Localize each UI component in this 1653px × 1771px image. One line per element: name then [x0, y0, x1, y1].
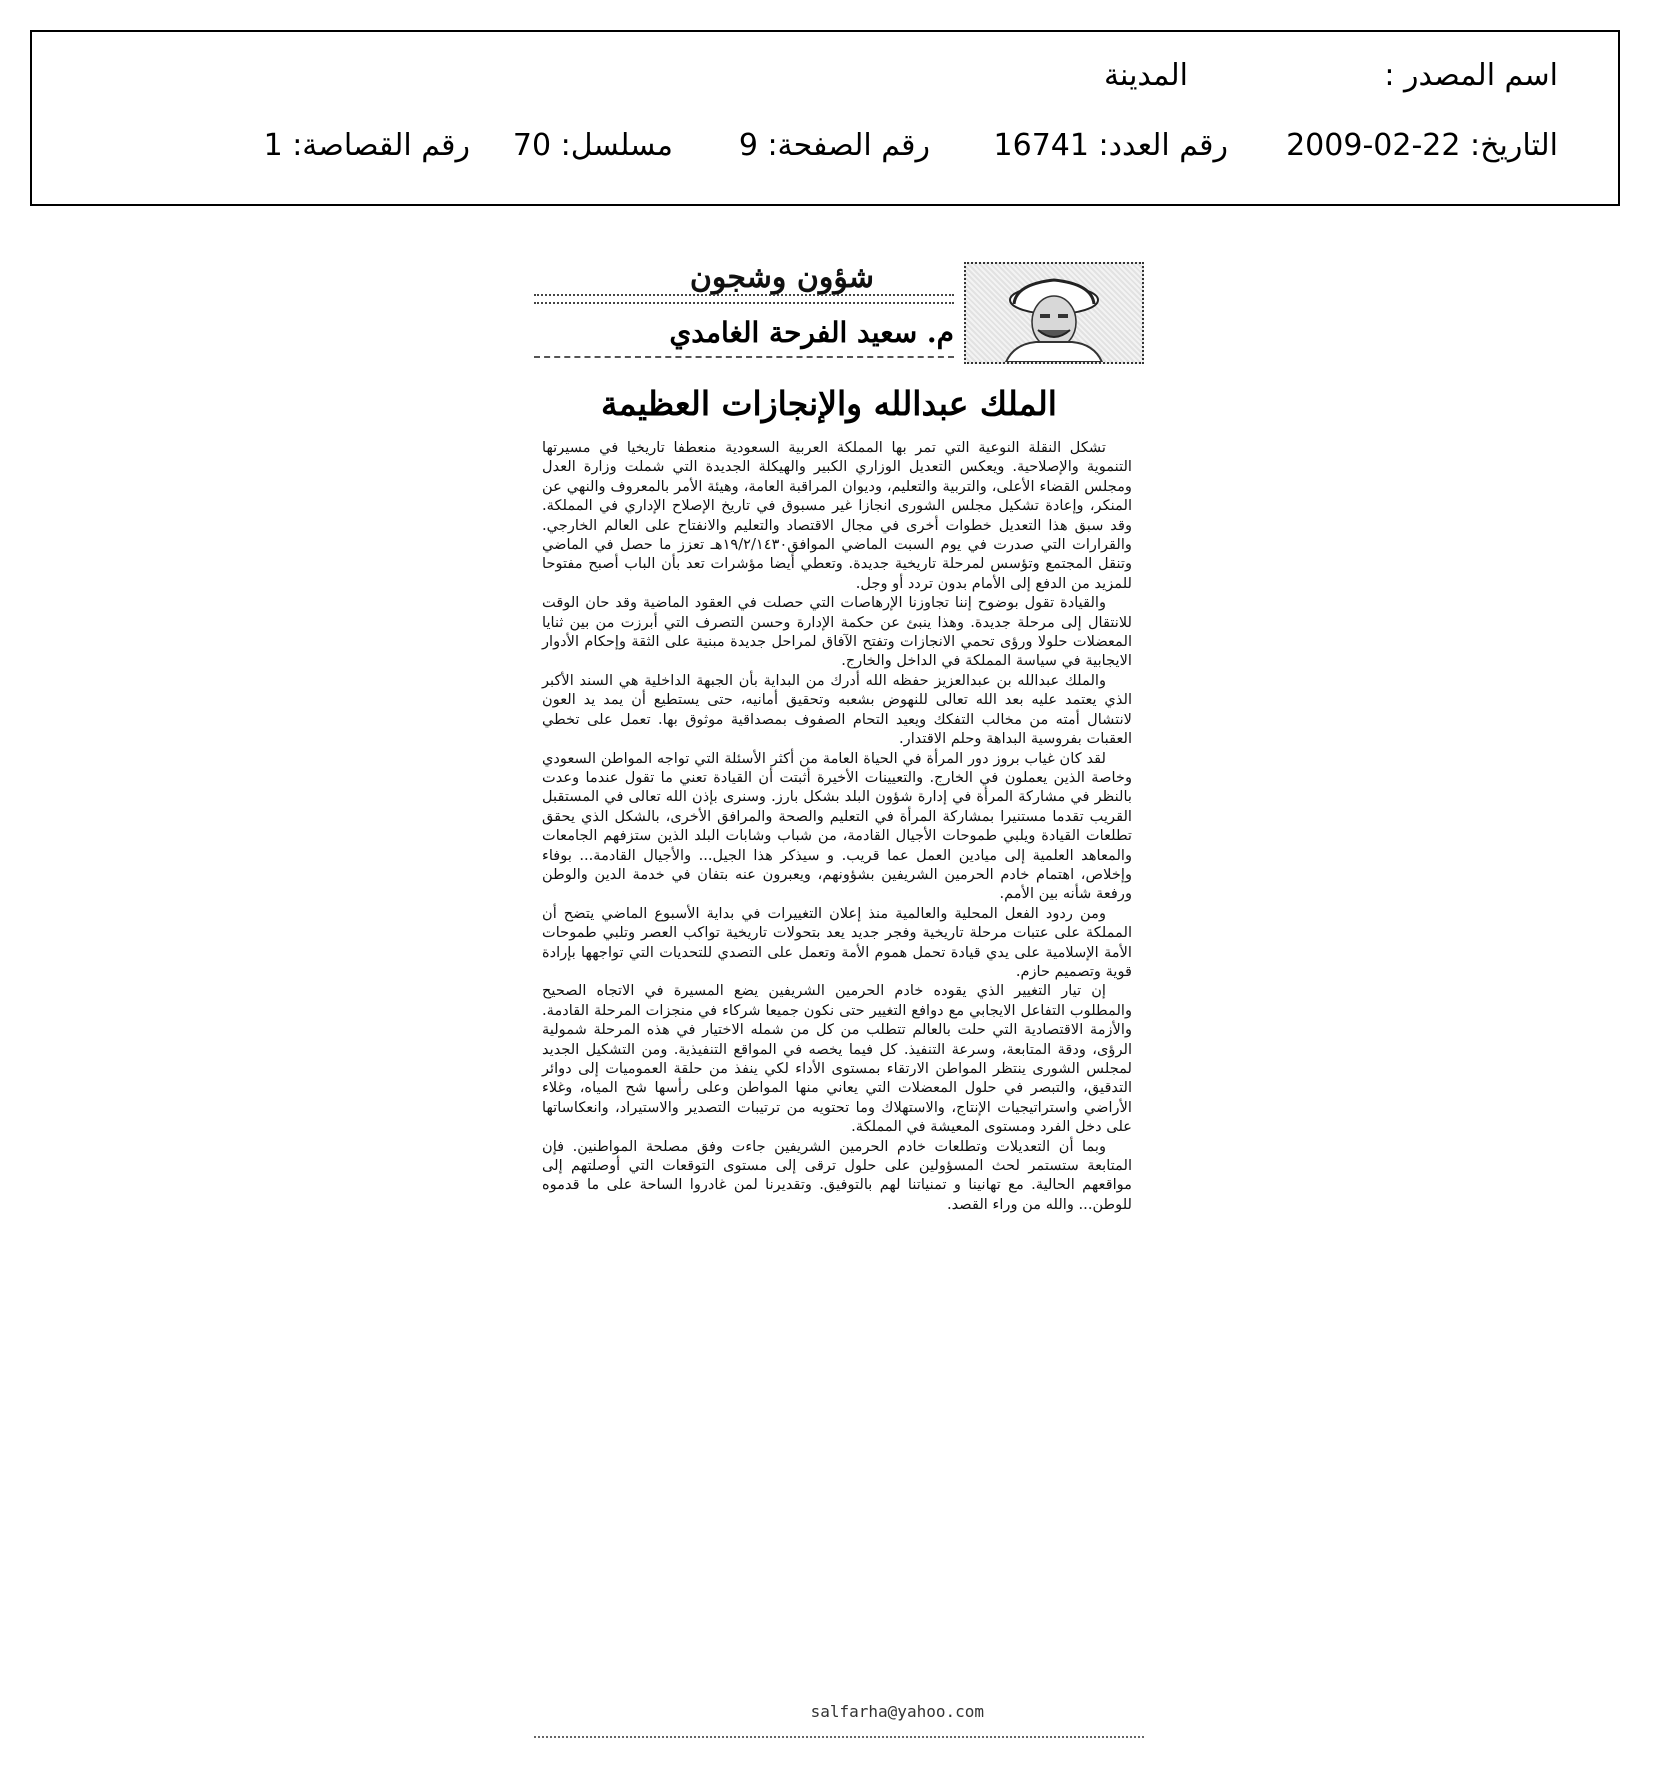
article-body — [542, 438, 1132, 1214]
clipping-info-box — [30, 30, 1620, 206]
article-paragraph: تشكل النقلة النوعية التي تمر بها المملكة العربية السعودية منعطفا تاريخيا في مسيرتها التنموية والإصلاحية. ويعكس التعديل الوزاري الكبير والهيكلة الجديدة التي شملت وزارة العدل ومجلس القضاء الأعلى، والتربية والتعليم، وديوان المراقبة العامة، وهيئة الأمر بالمعروف والنهي عن المنكر، وإعادة تشكيل مجلس الشورى انجازا غير مسبوق في تاريخ الإصلاح الإداري في المملكة. وقد سبق هذا التعديل خطوات أخرى في مجال الاقتصاد والتعليم والانفتاح على العالم الخارجي. والقرارات التي صدرت في يوم السبت الماضي الموافق١٩/٢/١٤٣٠هـ تعزز ما حصل في الماضي وتنقل المجتمع وتؤسس لمرحلة تاريخية جديدة. وتعطي أيضا مؤشرات تعد بأن الباب أصبح مفتوحا للمزيد من الدفع إلى الأمام بدون تردد أو وجل. — [542, 439, 1132, 592]
article-paragraph: إن تيار التغيير الذي يقوده خادم الحرمين الشريفين يضع المسيرة في الاتجاه الصحيح والمطلوب التفاعل الايجابي مع دوافع التغيير حتى نكون جميعا شركاء في منجزات المرحلة القادمة. والأزمة الاقتصادية التي حلت بالعالم تتطلب من كل من شمله الاختيار في هذه المرحلة شمولية الرؤى، ودقة المتابعة، وسرعة التنفيذ. كل فيما يخصه في المواقع التنفيذية. ومن التشكيل الجديد لمجلس الشورى ينتظر المواطن الارتقاء بمستوى الأداء لكي ينفذ من حلقة العموميات إلى دوائر التدقيق، والتبصر في حلول المعضلات التي يعاني منها المواطن وعلى رأسها شح المياه، وغلاء الأراضي واستراتيجيات الإنتاج، والاستهلاك وما تحتويه من ترتيبات التصدير والاستيراد، وانعكاساتها على دخل الفرد ومستوى المعيشة في المملكة. — [542, 982, 1132, 1136]
masthead-divider — [534, 294, 954, 304]
serial-field: مسلسل: 70 — [512, 128, 673, 163]
column-name: شؤون وشجون — [689, 260, 874, 295]
author-byline: م. سعيد الفرحة الغامدي — [669, 316, 954, 349]
byline-divider — [534, 356, 954, 358]
footer-divider — [534, 1736, 1144, 1738]
source-value: المدينة — [1103, 58, 1188, 93]
source-label: اسم المصدر : — [1384, 58, 1558, 93]
article-paragraph: لقد كان غياب بروز دور المرأة في الحياة العامة من أكثر الأسئلة التي تواجه المواطن السعودي وخاصة الذين يعملون في الخارج. والتعيينات الأخيرة أثبتت أن القيادة تعني ما تقول عندما وعدت بالنظر في مشاركة المرأة في إدارة شؤون البلد بشكل بارز. وسنرى بإذن الله تعالى في المستقبل القريب تقدما مستنيرا بمشاركة المرأة في التعليم والصحة والمرافق الأخرى، بالشكل الذي يحقق تطلعات القيادة ويلبي طموحات الأجيال القادمة، من شباب وشابات البلد الذين ستزفهم الجامعات والمعاهد العلمية إلى ميادين العمل عما قريب. و سيذكر هذا الجيل... والأجيال القادمة... بوفاء وإخلاص، اهتمام خادم الحرمين الشريفين بشؤونهم، ويعبرون عنه بتفان في خدمة الدين والوطن ورفعة شأنه بين الأمم. — [542, 749, 1132, 903]
issue-field: رقم العدد: 16741 — [993, 128, 1228, 163]
author-portrait-icon — [966, 264, 1142, 362]
page-field: رقم الصفحة: 9 — [738, 128, 930, 163]
article-paragraph: وبما أن التعديلات وتطلعات خادم الحرمين الشريفين جاءت وفق مصلحة المواطنين. فإن المتابعة ستستمر لحث المسؤولين على حلول ترقى إلى مستوى التوقعات التي أوصلتهم إلى مواقعهم الحالية. مع تهانينا و تمنياتنا لهم بالتوفيق. وتقديرنا لمن غادروا الساحة على ما قدموه للوطن... والله من وراء القصد. — [542, 1137, 1132, 1213]
article-headline: الملك عبدالله والإنجازات العظيمة — [601, 384, 1057, 423]
newspaper-clipping — [534, 258, 1144, 1758]
author-email: salfarha@yahoo.com — [810, 1702, 984, 1721]
date-field: التاريخ: 22-02-2009 — [1286, 128, 1558, 163]
article-paragraph: والقيادة تقول بوضوح إننا تجاوزنا الإرهاصات التي حصلت في العقود الماضية وقد حان الوقت للانتقال إلى مرحلة جديدة. وهذا ينبئ عن حكمة الإدارة وحسن التصرف التي أبرزت من بين ثنايا المعضلات حلولا ورؤى تحمي الانجازات وتفتح الآفاق لمراحل جديدة مبنية على الثقة وإحكام الأدوار الايجابية في سياسة المملكة في الداخل والخارج. — [542, 594, 1132, 670]
column-masthead — [534, 258, 1144, 368]
article-paragraph: ومن ردود الفعل المحلية والعالمية منذ إعلان التغييرات في بداية الأسبوع الماضي يتضح أن المملكة على عتبات مرحلة تاريخية وفجر جديد يعد بتحولات تاريخية تواكب العصر وتلبي طموحات الأمة الإسلامية على يدي قيادة تحمل هموم الأمة وتعمل على التصدي للتحديات التي تواجهها بإرادة قوية وتصميم حازم. — [542, 904, 1132, 980]
author-photo — [964, 262, 1144, 364]
article-paragraph: والملك عبدالله بن عبدالعزيز حفظه الله أدرك من البداية بأن الجبهة الداخلية هي السند الأكبر الذي يعتمد عليه بعد الله تعالى للنهوض بشعبه وتحقيق أمانيه، حتى يستطيع أن يمد يد العون لانتشال أمته من مخالب التفكك ويعيد التحام الصفوف بمصداقية موثوق بها. تعمل على تخطي العقبات بفروسية البداهة وحلم الاقتدار. — [542, 671, 1132, 748]
clip-field: رقم القصاصة: 1 — [263, 128, 470, 163]
